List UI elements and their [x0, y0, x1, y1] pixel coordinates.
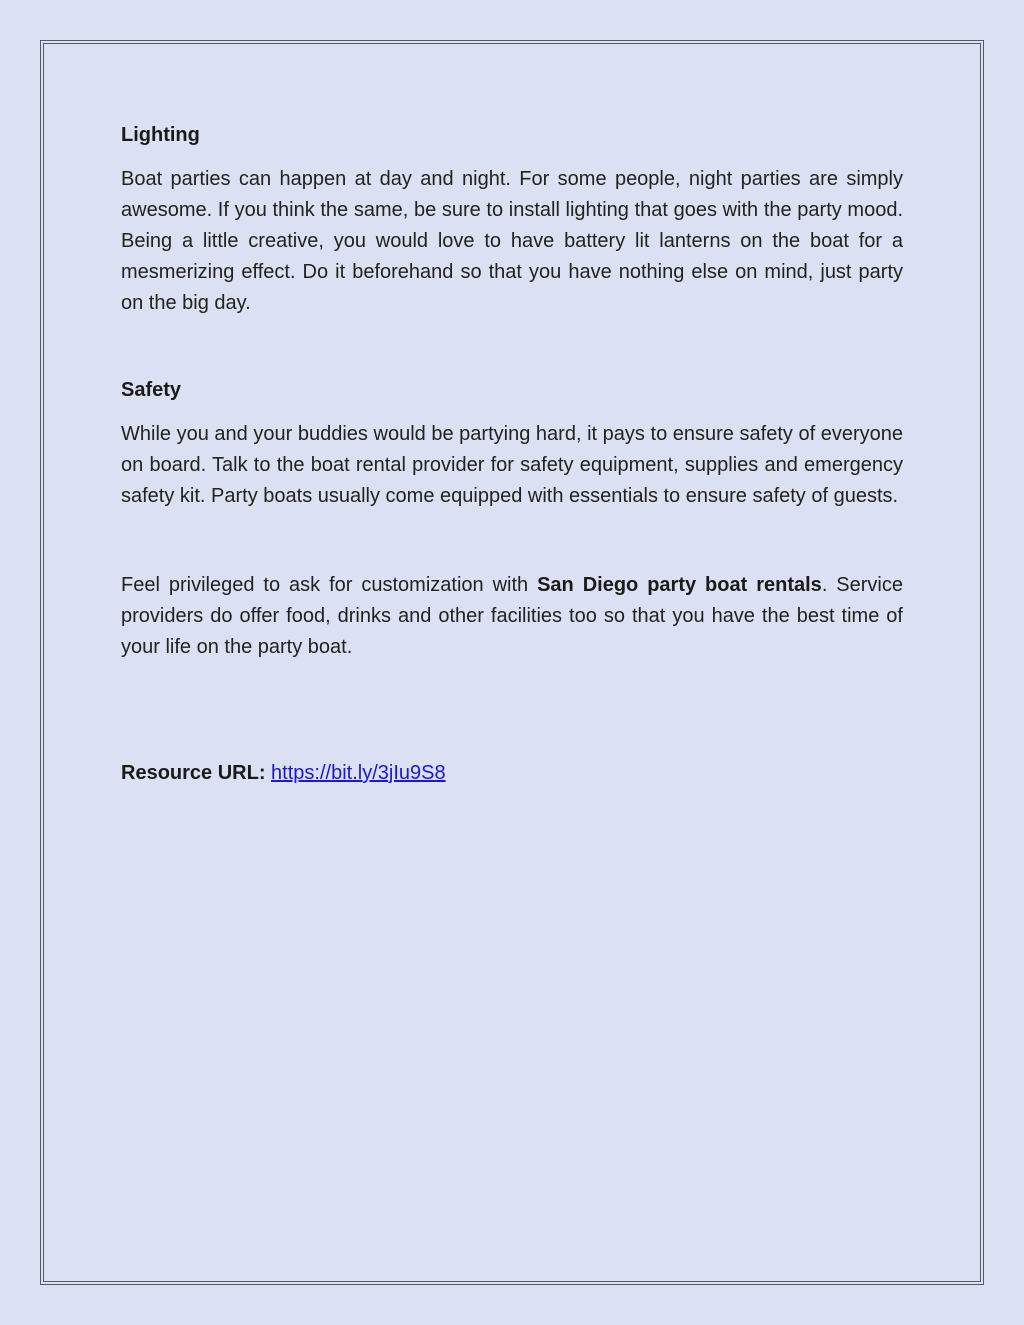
closing-paragraph [121, 570, 903, 663]
lighting-paragraph: Boat parties can happen at day and night. For some people, night parties are simply awesome. If you think the same, be sure to install lighting that goes with the party mood. Being a little creative, you would love to have battery lit lanterns on the boat for a mesmerizing effect. Do it beforehand so that you have nothing else on mind, just party on the big day. [121, 168, 903, 314]
spacer [121, 512, 903, 570]
closing-text-before: Feel privileged to ask for customization with [121, 574, 538, 596]
closing-text-after: . Service providers do offer food, drinks and other facilities too so that you have the best time of your life on the party boat. [121, 574, 903, 658]
safety-section [121, 375, 903, 512]
lighting-section [121, 120, 903, 319]
closing-section [121, 570, 903, 663]
san-diego-party-boat-rentals-phrase: San Diego party boat rentals [537, 574, 822, 596]
spacer [121, 319, 903, 375]
safety-heading: Safety [121, 379, 182, 401]
resource-url-label: Resource URL: [121, 762, 266, 784]
spacer [121, 663, 903, 758]
resource-url-link[interactable]: https://bit.ly/3jIu9S8 [271, 762, 446, 784]
safety-paragraph: While you and your buddies would be partying hard, it pays to ensure safety of everyone on board. Talk to the boat rental provider for safety equipment, supplies and emergency safety kit. Party boats usually come equipped with essentials to ensure safety of guests. [121, 423, 903, 507]
document-body [121, 120, 903, 789]
resource-url-line [121, 758, 903, 789]
lighting-heading: Lighting [121, 124, 200, 146]
